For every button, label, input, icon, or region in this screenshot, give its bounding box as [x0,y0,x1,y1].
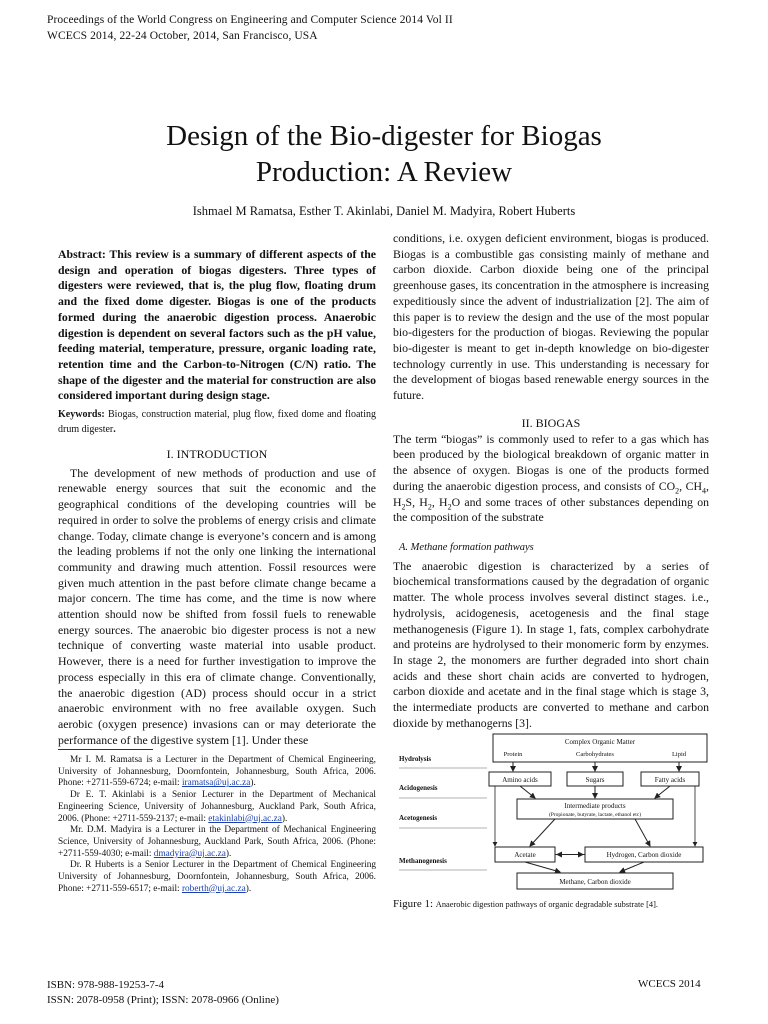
footnote-1: Mr I. M. Ramatsa is a Lecturer in the Department of Chemical Engineering, University of Johannesburg, Doornfontein, Johannesburg, South Africa, 2006. Phone: +2711-559-6724; e-mail: iramatsa@uj.ac.za). [58,755,376,789]
hydrogen-carbon-dioxide-label: Hydrogen, Carbon dioxide [606,851,682,859]
biogas-section [393,416,709,526]
author-list: Ishmael M Ramatsa, Esther T. Akinlabi, Daniel M. Madyira, Robert Huberts [192,204,576,218]
caption-text: Anaerobic digestion pathways of organic degradable substrate [4]. [435,900,658,909]
introduction-paragraph: The development of new methods of production and use of renewable energy sources that suit the economic and the geographical conditions of the developing countries will be required in order to solve the problems of energy crisis and climate change. Today, climate change is everyone’s concern and is among the leading problems if not the only one linking the international community and drawing much attention. Fossil resources were given much attention in the past before climate change became a major concern. The time has come, and the time is now where attention should now be shifted from fossil fuels to renewable energy sources. The anaerobic bio digester process is not a new technique of converting waste material into usable product. However, there is a need for further investigation to improve the process especially in this era of climate change. Conventionally, the anaerobic digestion (AD) process should occur in a strict anaerobic environment with no free available oxygen. Such aerobic (oxygen presence) invasions can or may deteriorate the performance of the digestive system [1]. Under these [58,465,376,747]
email-link-1[interactable]: iramatsa@uj.ac.za [181,778,251,789]
keywords-label: Keywords: [58,409,105,420]
carbohydrates-label: Carbohydrates [576,751,614,758]
caption-label: Figure 1: [393,898,434,910]
footnote-4: Dr. R Huberts is a Senior Lecturer in the Department of Chemical Engineering University of Johannesburg, Doornfontein, Johannesburg, South Africa, 2006. Phone: +2711-559-6517; e-mail: roberth@uj.ac.za). [58,860,376,894]
footer-conference: WCECS 2014 [638,978,701,990]
methane-paragraph: The anaerobic digestion is characterized by a series of biochemical transformations caused by the degradation of organic matter. The whole process involves several distinct stages. i.e., hydrolysis, acidogenesis, acetogenesis and the final stage methanogenesis (Figure 1). In stage 1, fats, complex carbohydrate and proteins are hydrolysed to their monomeric form by enzymes. In stage 2, the monomers are further degraded into short chain acids and these short chain acids are converted to hydrogen, carbon dioxide and acetate and in the final stage which is stage 3, the intermediate products are converted to methane and carbon dioxide by methanogerns [3]. [393,558,709,730]
email-link-4[interactable]: roberth@uj.ac.za [181,883,246,894]
sugars-label: Sugars [585,776,605,784]
methane-carbon-dioxide-label: Methane, Carbon dioxide [559,878,631,886]
footer-identifiers [47,978,279,1008]
biogas-paragraph: The term “biogas” is commonly used to refer to a gas which has been produced by the biological breakdown of organic matter in the absence of oxygen. Biogas is one of the products formed during the anaerobic digestion process, and consists of $CO_2$, $CH_4$, $H_2S$, $H_2$, $H_2O$ and some traces of other substances depending on the composition of the substrate [393,431,710,525]
intermediate-products-label: Intermediate products [564,802,626,810]
figure-caption [393,898,658,910]
paper-title [0,118,768,190]
intro-continued: conditions, i.e. oxygen deficient environment, biogas is produced. Biogas is a combustible gas consisting mainly of methane and carbon dioxide. Carbon dioxide being one of the principal greenhouse gases, its concentration in the atmosphere is increasing expeditiously since the advent of industrialization [2]. The aim of this paper is to review the design and the use of the most popular bio-digesters for the production of biogas. Reviewing the popular bio-digester is meant to get in-depth knowledge on bio-digester technology currently in use. This understanding is necessary for the development of biogas based renewable energy sources in the future. [393,231,709,403]
lipid-label: Lipid [671,751,687,758]
footnote-3: Mr. D.M. Madyira is a Lecturer in the Department of Mechanical Engineering Science, University of Johannesburg, Auckland Park, South Africa, 2006. (Phone: +2711-559-4030; e-mail: dmadyira@uj.ac.za). [58,825,376,859]
intermediate-products-sub: (Propionate, butyrate, lactate, ethanol etc) [548,812,642,818]
footnote-2: Dr E. T. Akinlabi is a Senior Lecturer in the Department of Mechanical Engineering Science, University of Johannesburg, Auckland Park, South Africa, 2006. (Phone: +2711-559-2137; e-mail: etakinlabi@uj.ac.za). [58,790,376,824]
introduction-section [58,447,376,748]
issn: ISSN: 2078-0958 (Print); ISSN: 2078-0966 (Online) [47,994,279,1006]
section-heading-introduction: I. INTRODUCTION [166,447,268,461]
stage-hydrolysis: Hydrolysis [399,755,432,763]
subsection-heading-methane: A. Methane formation pathways [399,542,534,553]
keywords [58,407,376,437]
amino-acids-label: Amino acids [502,776,538,784]
footnote-divider [58,749,153,750]
stage-acetogenesis: Acetogenesis [399,814,438,822]
stage-methanogenesis: Methanogenesis [399,857,447,865]
keywords-end: . [113,424,116,435]
section-heading-biogas: II. BIOGAS [521,416,581,430]
proceedings-header [47,12,453,44]
abstract: Abstract: This review is a summary of different aspects of the design and operation of biogas digesters. Three types of digesters were reviewed, that is, the plug flow, floating drum and the fixed dome digester. Biogas is one of the products formed during the anaerobic digestion process. Anaerobic digestion is dependent on several factors such as the pH value, feeding material, temperature, pressure, organic loading rate, retention time and the Carbon-to-Nitrogen (C/N) ratio. The shape of the digester and the material for construction are also considered important during design stage. [58,247,376,403]
acetate-label: Acetate [514,851,536,859]
email-link-3[interactable]: dmadyira@uj.ac.za [153,848,226,859]
title-line-2: Production: A Review [255,156,513,188]
methane-section [393,540,709,731]
footnotes [58,755,376,895]
header-line-1: Proceedings of the World Congress on Engineering and Computer Science 2014 Vol II [47,14,453,26]
title-line-1: Design of the Bio-digester for Biogas [166,120,602,152]
fatty-acids-label: Fatty acids [654,776,686,784]
isbn: ISBN: 978-988-19253-7-4 [47,979,165,991]
complex-organic-matter-label: Complex Organic Matter [564,738,636,746]
stage-acidogenesis: Acidogenesis [399,784,438,792]
header-line-2: WCECS 2014, 22-24 October, 2014, San Francisco, USA [47,30,318,42]
protein-label: Protein [503,751,523,758]
anaerobic-digestion-diagram [395,728,713,894]
keywords-text: Biogas, construction material, plug flow, fixed dome and floating drum digester [58,409,376,435]
email-link-2[interactable]: etakinlabi@uj.ac.za [208,813,282,824]
